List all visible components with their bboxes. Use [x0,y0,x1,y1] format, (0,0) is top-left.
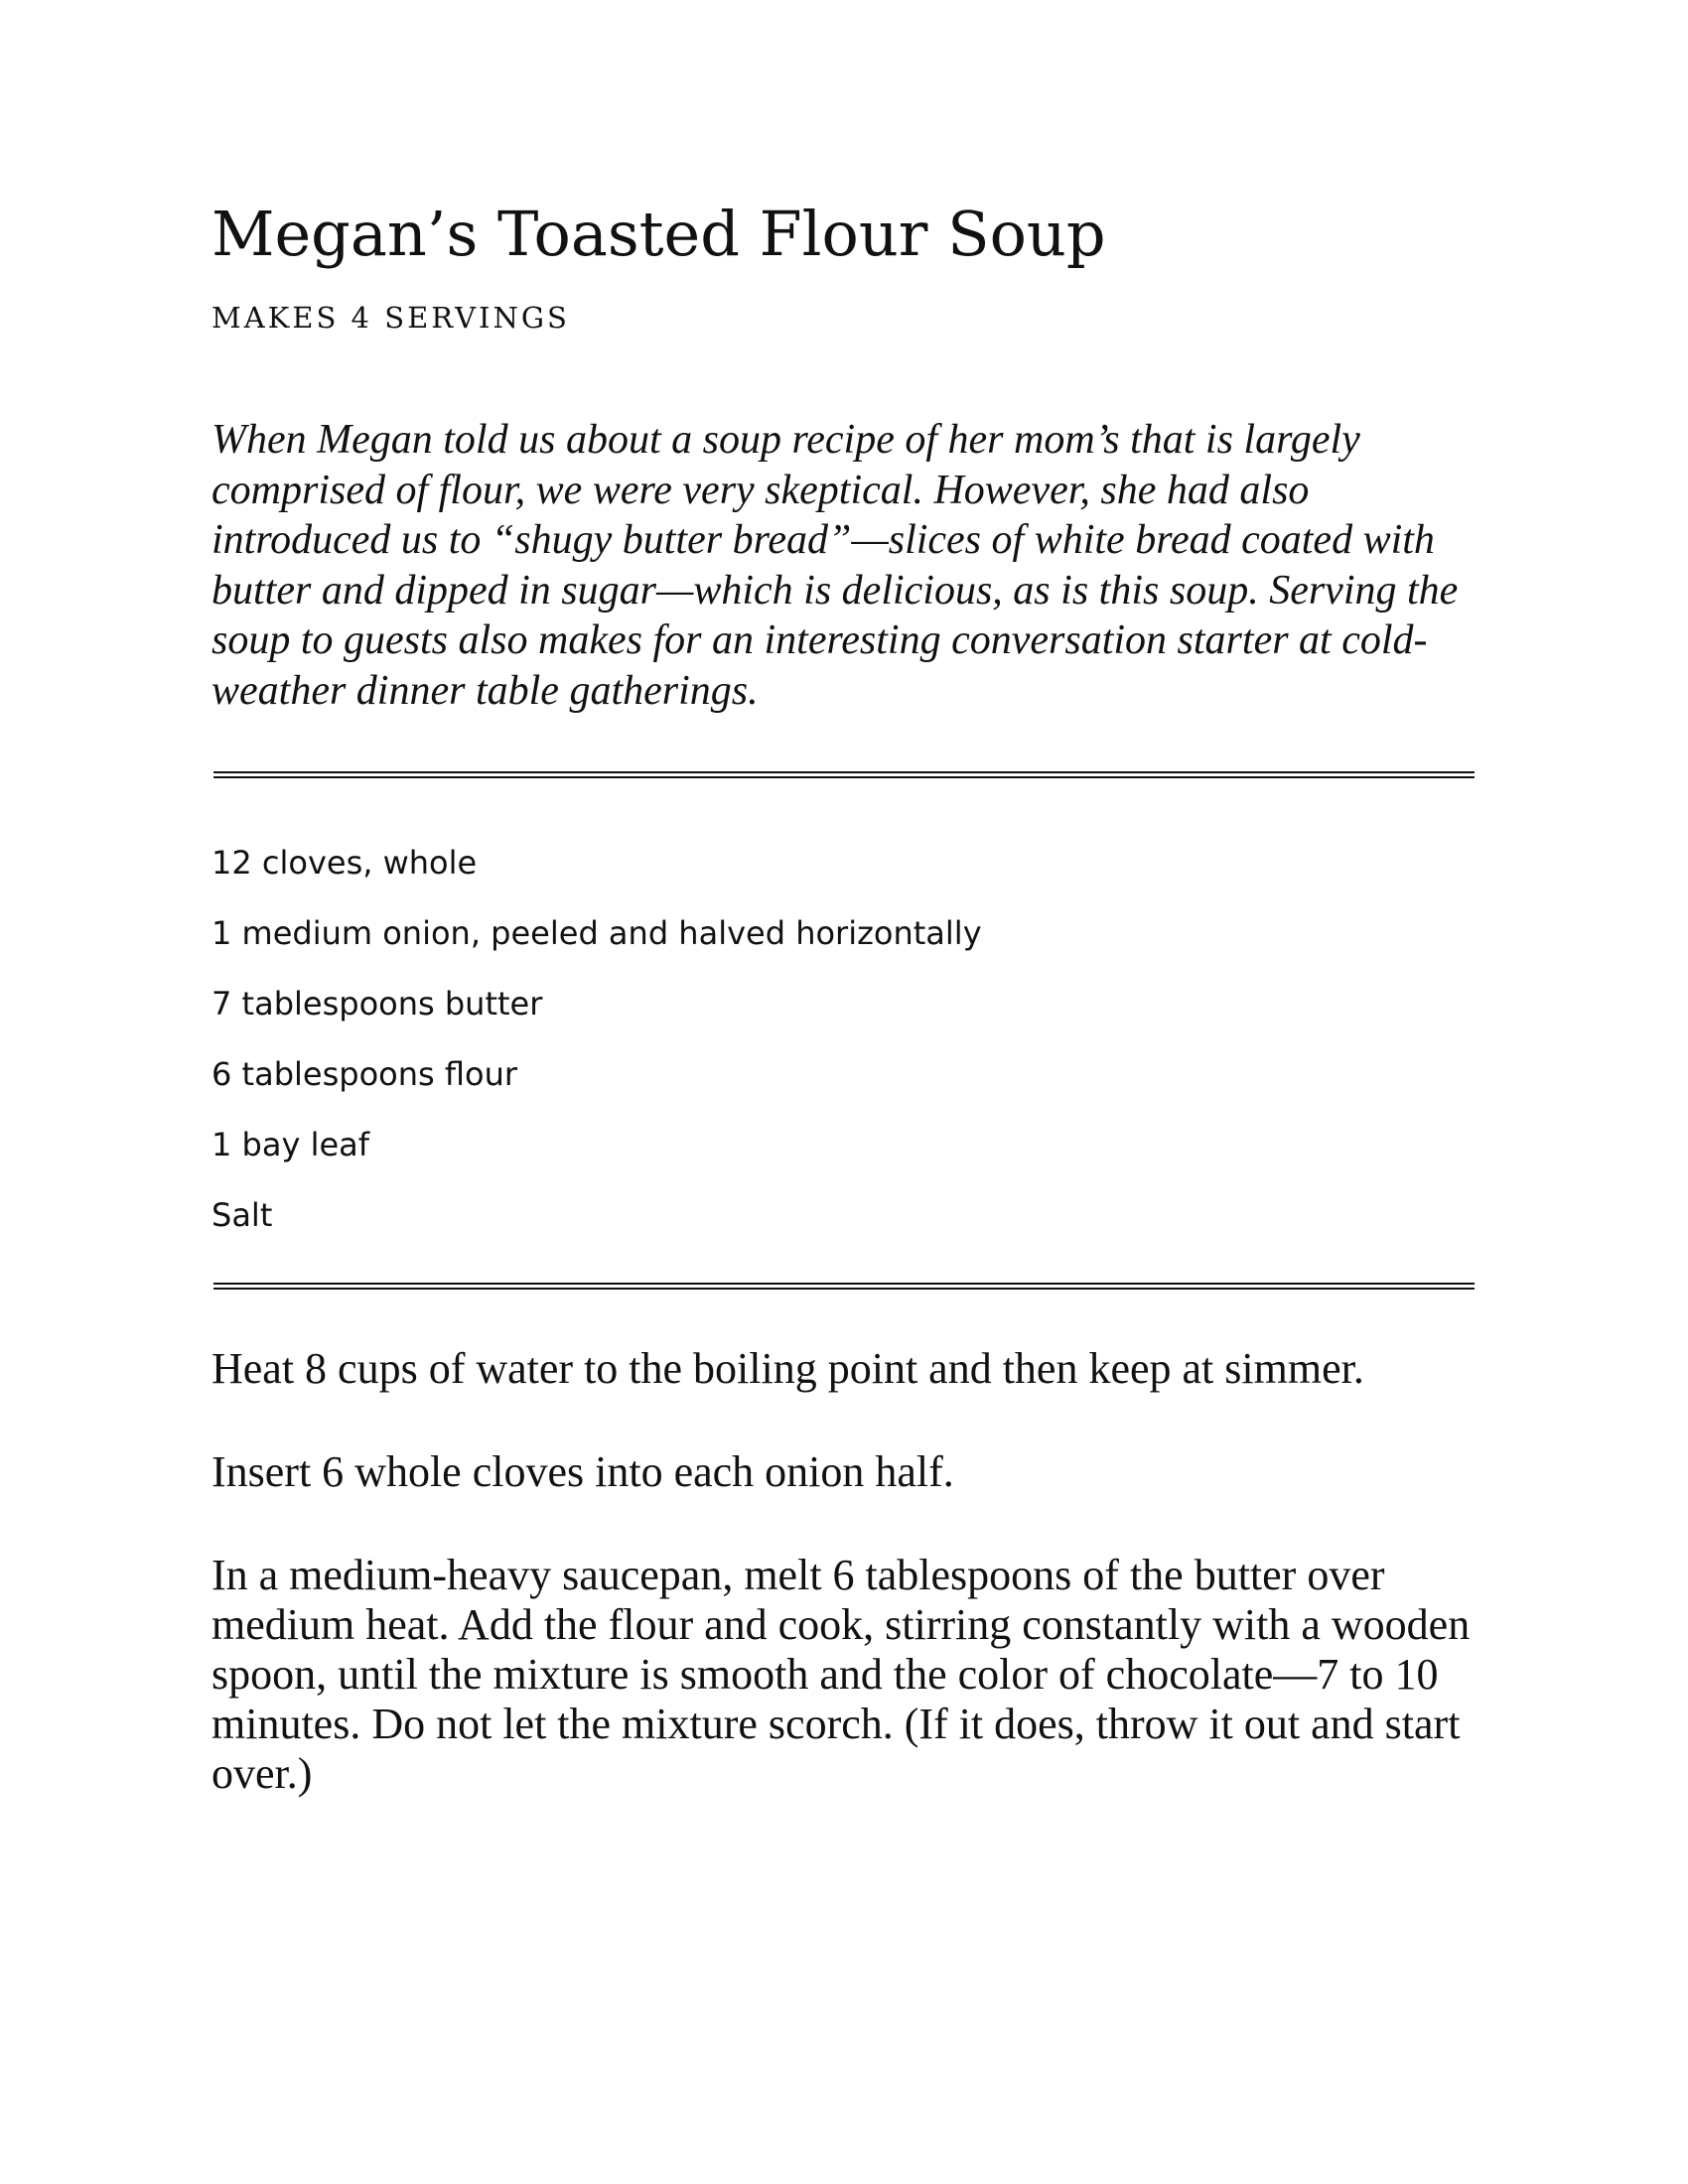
method-step: Insert 6 whole cloves into each onion half. [211,1447,954,1496]
method-step: Heat 8 cups of water to the boiling point and then keep at simmer. [211,1344,1364,1393]
ingredient-item: 12 cloves, whole [211,844,478,882]
ingredient-item: 6 tablespoons flour [211,1055,518,1093]
servings-label: MAKES 4 SERVINGS [211,301,570,335]
ingredient-item: 1 medium onion, peeled and halved horizontally [211,914,982,952]
method-steps [211,1344,1492,1852]
double-rule-divider [213,771,1475,778]
ingredient-item: Salt [211,1196,273,1234]
ingredient-list [211,839,982,1262]
method-step: In a medium-heavy saucepan, melt 6 tablespoons of the butter over medium heat. Add the flour and cook, stirring constantly with a wooden spoon, until the mixture is smooth and the color of chocolate—7 to 10 minutes. Do not let the mixture scorch. (If it does, throw it out and start over.) [211,1551,1471,1798]
double-rule-divider [213,1283,1475,1290]
ingredient-item: 1 bay leaf [211,1126,370,1163]
ingredient-item: 7 tablespoons butter [211,985,543,1023]
recipe-intro: When Megan told us about a soup recipe of her mom’s that is largely comprised of flour, we were very skeptical. However, she had also introduced us to “shugy butter bread”—slices of white bread coated with butter and dipped in sugar—which is delicious, as is this soup. Serving the soup to guests also makes for an interesting conversation starter at cold-weather dinner table gatherings. [211,417,1459,714]
recipe-page [211,0,1475,2184]
recipe-title: Megan’s Toasted Flour Soup [211,198,1106,270]
